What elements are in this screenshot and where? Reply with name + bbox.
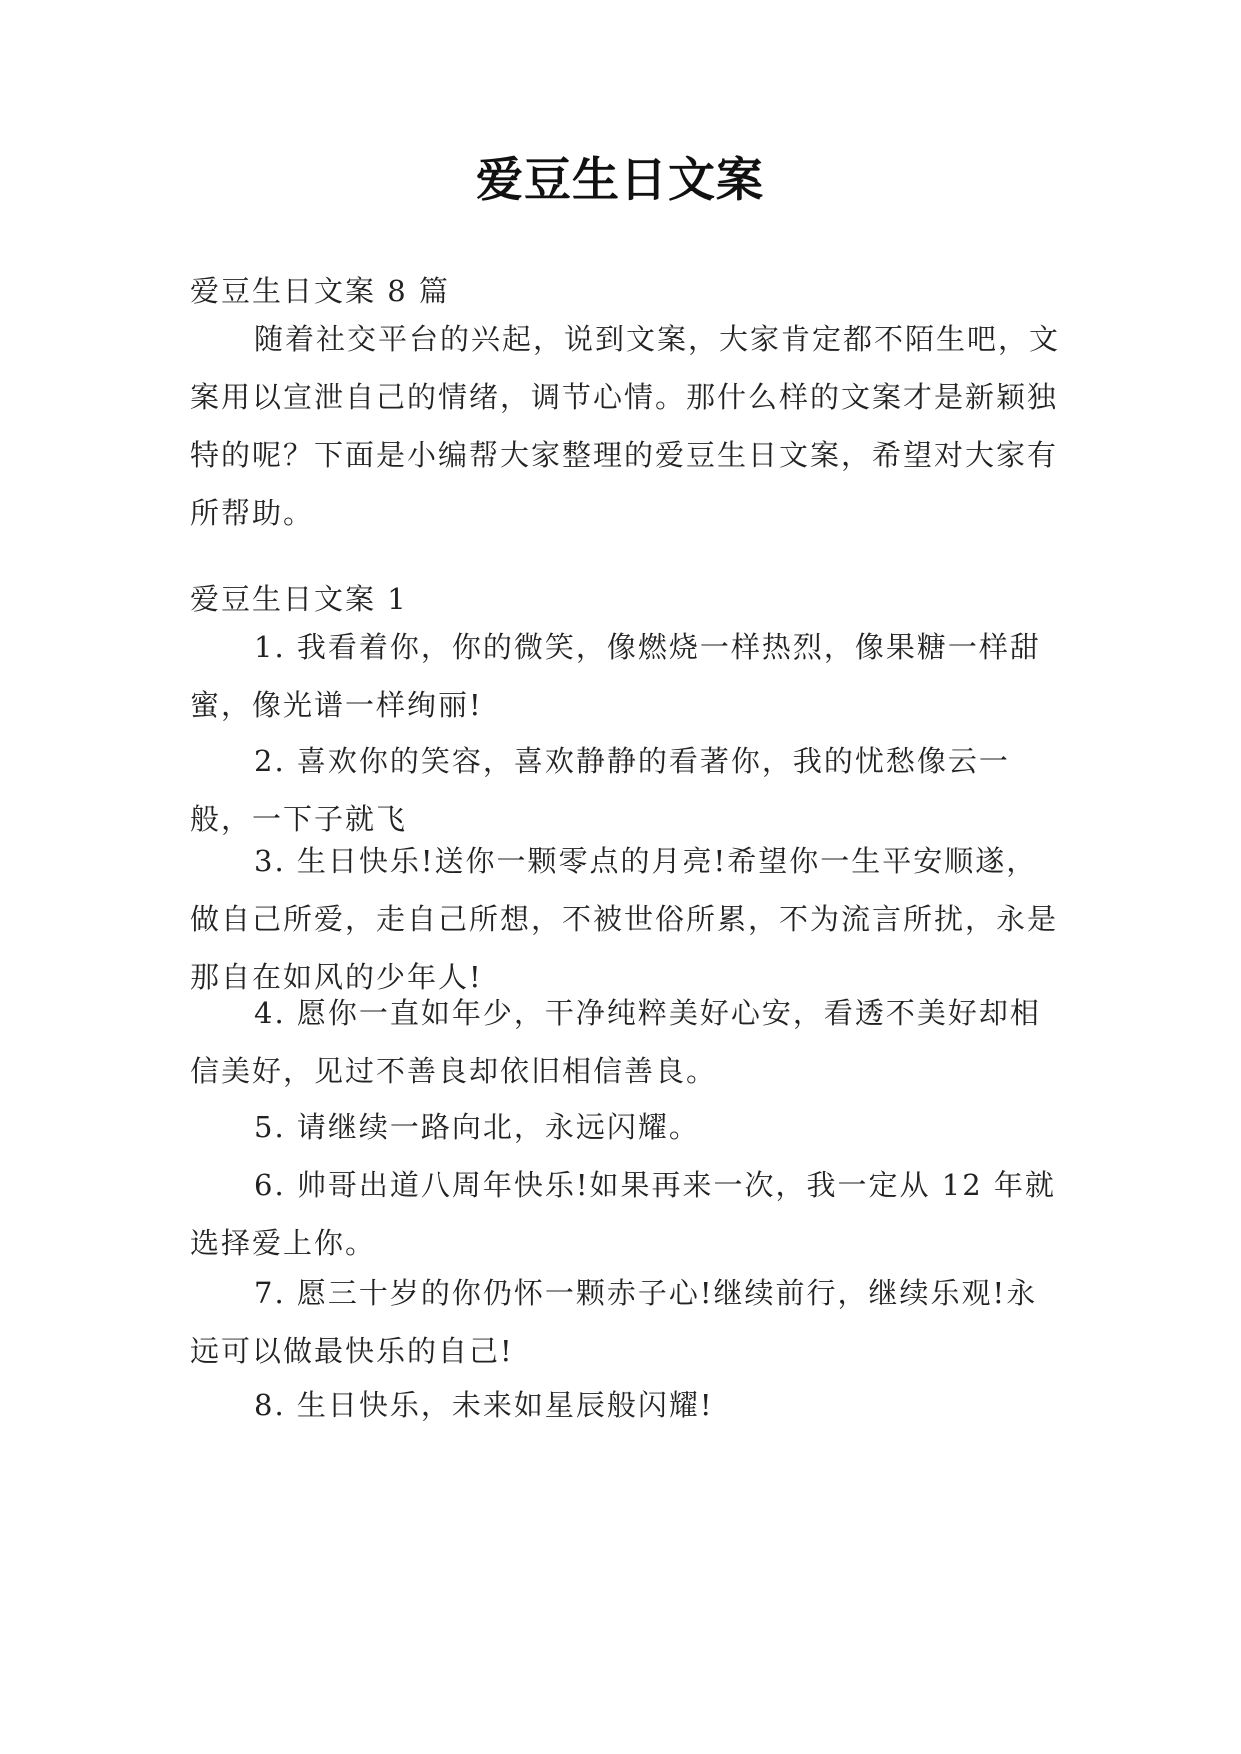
list-item-5: 5. 请继续一路向北，永远闪耀。 xyxy=(254,1110,700,1144)
list-item-8: 8. 生日快乐，未来如星辰般闪耀! xyxy=(254,1388,714,1422)
list-item-2: 2. 喜欢你的笑容，喜欢静静的看著你，我的忧愁像云一般，一下子就飞 xyxy=(190,744,1010,836)
list-item-6: 6. 帅哥出道八周年快乐!如果再来一次，我一定从 12 年就选择爱上你。 xyxy=(190,1168,1056,1260)
list-item-3: 3. 生日快乐!送你一颗零点的月亮!希望你一生平安顺遂，做自己所爱，走自己所想，不被世俗所累，不为流言所扰，永是那自在如风的少年人! xyxy=(190,844,1059,994)
document-title: 爱豆生日文案 xyxy=(476,153,764,208)
list-item-4: 4. 愿你一直如年少，干净纯粹美好心安，看透不美好却相信美好，见过不善良却依旧相信善良。 xyxy=(190,996,1041,1088)
intro-paragraph: 随着社交平台的兴起，说到文案，大家肯定都不陌生吧，文案用以宣泄自己的情绪，调节心情。那什么样的文案才是新颖独特的呢？下面是小编帮大家整理的爱豆生日文案，希望对大家有所帮助。 xyxy=(190,322,1061,530)
list-item-1: 1. 我看着你，你的微笑，像燃烧一样热烈，像果糖一样甜蜜，像光谱一样绚丽! xyxy=(190,630,1041,722)
document-subtitle: 爱豆生日文案 8 篇 xyxy=(190,274,450,308)
list-item-7: 7. 愿三十岁的你仍怀一颗赤子心!继续前行，继续乐观!永远可以做最快乐的自己! xyxy=(190,1276,1038,1368)
section-heading: 爱豆生日文案 1 xyxy=(190,582,408,616)
